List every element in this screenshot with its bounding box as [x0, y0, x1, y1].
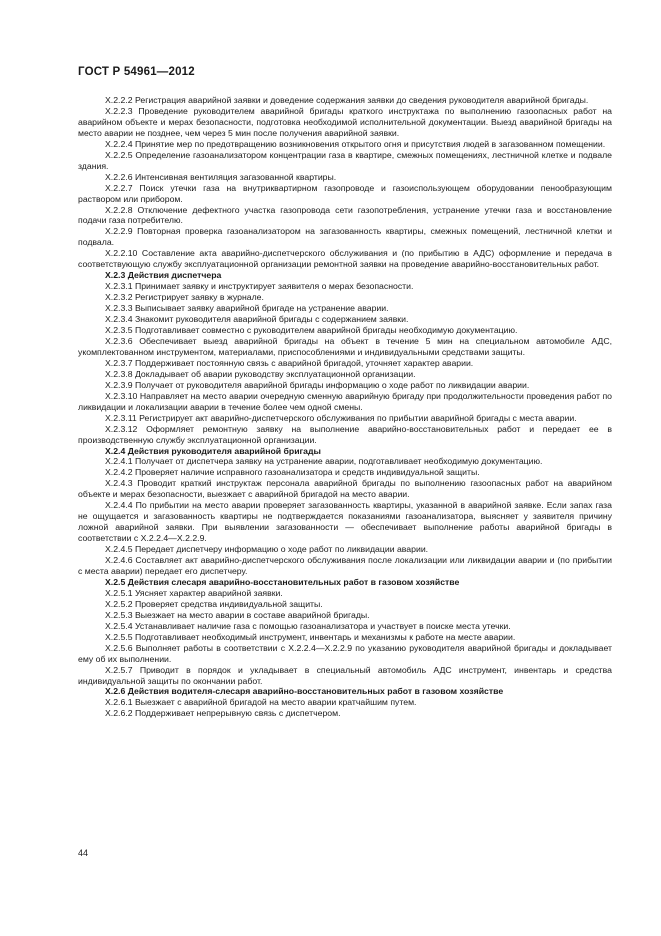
- clause-number: Х.2.2.8: [105, 204, 133, 215]
- clause-number: Х.2.3.6: [105, 335, 133, 346]
- clause-number: Х.2.2.10: [105, 248, 138, 259]
- clause-paragraph: [78, 226, 612, 248]
- clause-paragraph: [78, 358, 612, 369]
- clause-text: Оформляет ремонтную заявку на выполнение аварийно-восстановительных работ и передает ее в производственную службу эксплуатационной организации.: [78, 423, 612, 445]
- clause-text: Определение газоанализатором концентрации газа в квартире, смежных помещениях, лестничной клетке и подвале здания.: [78, 149, 612, 171]
- clause-number: Х.2.5.7: [105, 664, 133, 675]
- clause-text: Регистрация аварийной заявки и доведение содержания заявки до сведения руководителя аварийной бригады.: [134, 95, 589, 105]
- clause-text: Приводит в порядок и укладывает в специальный автомобиль АДС инструмент, инвентарь и средства индивидуальной защиты по окончании работ.: [78, 664, 613, 686]
- clause-text: Действия диспетчера: [127, 270, 222, 281]
- clause-paragraph: [78, 500, 612, 544]
- clause-number: Х.2.3.5: [105, 325, 133, 336]
- clause-text: Принимает заявку и инструктирует заявителя о мерах безопасности.: [134, 281, 414, 292]
- page-number: 44: [78, 848, 89, 858]
- clause-text: Регистрирует заявку в журнале.: [134, 292, 264, 303]
- clause-paragraph: [78, 599, 612, 610]
- clause-number: Х.2.3.1: [105, 281, 133, 292]
- clause-text: Регистрирует акт аварийно-диспетчерского обслуживания по прибытии аварийной бригады с места аварии.: [139, 412, 577, 423]
- clause-number: Х.2.3.10: [105, 390, 138, 401]
- clause-text: Подготавливает совместно с руководителем аварийной бригады необходимую документацию.: [134, 325, 518, 336]
- clause-paragraph: [78, 621, 612, 632]
- clause-number: Х.2.2.2: [105, 95, 133, 105]
- section-heading: [78, 686, 612, 697]
- clause-text: Повторная проверка газоанализатором на загазованность квартиры, смежных помещений, лестничной клетки и подвала.: [78, 226, 612, 248]
- clause-text: Выписывает заявку аварийной бригаде на устранение аварии.: [134, 303, 389, 314]
- clause-text: Интенсивная вентиляция загазованной квартиры.: [134, 171, 337, 182]
- clause-number: Х.2.4.6: [105, 555, 133, 566]
- clause-number: Х.2.6.2: [105, 708, 133, 719]
- clause-text: Проводит краткий инструктаж персонала аварийной бригады по выполнению газоопасных работ на аварийном объекте и мерах безопасности, выезжает с аварийной бригадой на место аварии.: [78, 478, 612, 500]
- clause-paragraph: [78, 380, 612, 391]
- clause-number: Х.2.3: [105, 270, 126, 281]
- clause-paragraph: [78, 643, 612, 665]
- clause-text: Проведение руководителем аварийной бригады краткого инструктажа по выполнению газоопасных работ на аварийном объекте и мерах безопасности, подготовка необходимой исполнительной документации. Выезд аварийной бригады на место аварии не позднее, чем через 5 мин после получения аварийной заявки.: [78, 105, 612, 138]
- clause-paragraph: [78, 248, 612, 270]
- clause-paragraph: [78, 632, 612, 643]
- clause-number: Х.2.4.3: [105, 478, 133, 489]
- clause-text: Поддерживает постоянную связь с аварийной бригадой, уточняет характер аварии.: [134, 357, 474, 368]
- clause-paragraph: [78, 172, 612, 183]
- clause-text: Докладывает об аварии руководству эксплуатационной организации.: [134, 368, 416, 379]
- clause-paragraph: [78, 588, 612, 599]
- clause-text: Действия руководителя аварийной бригады: [127, 445, 321, 456]
- clause-paragraph: [78, 106, 612, 139]
- clause-paragraph: [78, 314, 612, 325]
- clause-number: Х.2.5.6: [105, 642, 133, 653]
- clause-paragraph: [78, 555, 612, 577]
- document-body: [78, 95, 612, 719]
- clause-number: Х.2.2.4: [105, 138, 133, 149]
- clause-paragraph: [78, 292, 612, 303]
- clause-paragraph: [78, 697, 612, 708]
- clause-number: Х.2.5.1: [105, 587, 133, 598]
- document-title: ГОСТ Р 54961—2012: [78, 66, 195, 78]
- clause-text: Знакомит руководителя аварийной бригады с содержанием заявки.: [134, 314, 409, 325]
- section-heading: [78, 577, 612, 588]
- clause-text: Устанавливает наличие газа с помощью газоанализатора и участвует в поиске места утечки.: [134, 620, 511, 631]
- clause-paragraph: [78, 478, 612, 500]
- clause-paragraph: [78, 391, 612, 413]
- clause-number: Х.2.4.4: [105, 500, 133, 511]
- clause-paragraph: [78, 456, 612, 467]
- clause-number: Х.2.6.1: [105, 697, 133, 708]
- clause-number: Х.2.4.5: [105, 544, 133, 555]
- clause-paragraph: [78, 325, 612, 336]
- clause-paragraph: [78, 95, 612, 106]
- clause-text: По прибытии на место аварии проверяет загазованность квартиры, указанной в аварийной заявке. Если запах газа не ощущается и загазованность квартиры не подтверждается показаниями газоанализатора, выясняет у заявителя причину ложной аварийной заявки. При выявлении загазованности — обеспечивает выполнение работы аварийной бригады в соответствии с Х.2.2.4—Х.2.2.9.: [78, 500, 612, 544]
- clause-number: Х.2.4.2: [105, 467, 133, 478]
- clause-number: Х.2.5.2: [105, 598, 133, 609]
- clause-number: Х.2.3.8: [105, 368, 133, 379]
- clause-paragraph: [78, 467, 612, 478]
- clause-number: Х.2.4.1: [105, 456, 133, 467]
- clause-text: Проверяет наличие исправного газоанализатора и средств индивидуальной защиты.: [134, 467, 480, 478]
- clause-text: Отключение дефектного участка газопровода сети газопотребления, устранение утечки газа и восстановление подачи газа потребителю.: [78, 204, 612, 226]
- clause-number: Х.2.2.6: [105, 171, 133, 182]
- clause-text: Направляет на место аварии очередную сменную аварийную бригаду при продолжительности проведения работ по ликвидации и локализации аварии в течение более чем одной смены.: [78, 390, 612, 412]
- clause-number: Х.2.3.9: [105, 379, 133, 390]
- clause-paragraph: [78, 369, 612, 380]
- clause-number: Х.2.2.9: [105, 226, 133, 237]
- clause-text: Принятие мер по предотвращению возникновения открытого огня и присутствия людей в загазованном помещении.: [134, 138, 606, 149]
- clause-paragraph: [78, 150, 612, 172]
- clause-text: Передает диспетчеру информацию о ходе работ по ликвидации аварии.: [134, 544, 429, 555]
- clause-number: Х.2.3.4: [105, 314, 133, 325]
- clause-text: Составление акта аварийно-диспетчерского обслуживания и (по прибытию в АДС) оформление и передача в соответствующую службу эксплуатационной организации ремонтной заявки на проведение аварийно-восстановительных работ.: [78, 248, 612, 270]
- clause-number: Х.2.3.7: [105, 357, 133, 368]
- clause-text: Выезжает с аварийной бригадой на место аварии кратчайшим путем.: [134, 697, 417, 708]
- clause-text: Поддерживает непрерывную связь с диспетчером.: [134, 708, 341, 719]
- clause-paragraph: [78, 281, 612, 292]
- clause-paragraph: [78, 610, 612, 621]
- clause-text: Подготавливает необходимый инструмент, инвентарь и механизмы к работе на месте аварии.: [134, 631, 516, 642]
- clause-number: Х.2.4: [105, 445, 126, 456]
- clause-number: Х.2.5.3: [105, 609, 133, 620]
- clause-number: Х.2.3.11: [105, 412, 137, 423]
- clause-number: Х.2.6: [105, 686, 126, 697]
- clause-number: Х.2.5.4: [105, 620, 133, 631]
- clause-number: Х.2.5: [105, 576, 126, 587]
- clause-text: Уясняет характер аварийной заявки.: [134, 587, 283, 598]
- clause-text: Выезжает на место аварии в составе аварийной бригады.: [134, 609, 370, 620]
- clause-paragraph: [78, 708, 612, 719]
- clause-number: Х.2.2.7: [105, 182, 133, 193]
- clause-number: Х.2.3.2: [105, 292, 133, 303]
- clause-paragraph: [78, 183, 612, 205]
- section-heading: [78, 446, 612, 457]
- clause-number: Х.2.3.3: [105, 303, 133, 314]
- clause-number: Х.2.2.5: [105, 149, 133, 160]
- clause-paragraph: [78, 413, 612, 424]
- clause-paragraph: [78, 544, 612, 555]
- section-heading: [78, 270, 612, 281]
- clause-text: Выполняет работы в соответствии с Х.2.2.4—Х.2.2.9 по указанию руководителя аварийной бригады и докладывает ему об их выполнении.: [78, 642, 612, 664]
- clause-paragraph: [78, 205, 612, 227]
- clause-text: Составляет акт аварийно-диспетчерского обслуживания после локализации или ликвидации аварии и (по прибытии с места аварии) передает его диспетчеру.: [78, 555, 612, 576]
- clause-text: Получает от руководителя аварийной бригады информацию о ходе работ по ликвидации аварии.: [134, 379, 530, 390]
- clause-text: Действия слесаря аварийно-восстановительных работ в газовом хозяйстве: [127, 576, 460, 587]
- clause-paragraph: [78, 665, 612, 687]
- clause-text: Действия водителя-слесаря аварийно-восстановительных работ в газовом хозяйстве: [127, 686, 504, 697]
- clause-paragraph: [78, 139, 612, 150]
- clause-text: Получает от диспетчера заявку на устранение аварии, подготавливает необходимую документацию.: [134, 456, 543, 467]
- clause-number: Х.2.2.3: [105, 105, 133, 116]
- clause-text: Проверяет средства индивидуальной защиты.: [134, 598, 323, 609]
- clause-paragraph: [78, 336, 612, 358]
- clause-number: Х.2.5.5: [105, 631, 133, 642]
- clause-text: Обеспечивает выезд аварийной бригады на объект в течение 5 мин на специальном автомобиле АДС, укомплектованном инструментом, материалами, приспособлениями и индивидуальными средствами защиты.: [78, 335, 613, 357]
- clause-paragraph: [78, 424, 612, 446]
- clause-number: Х.2.3.12: [105, 423, 138, 434]
- clause-paragraph: [78, 303, 612, 314]
- clause-text: Поиск утечки газа на внутриквартирном газопроводе и газоиспользующем оборудовании пенообразующим раствором или прибором.: [78, 182, 612, 204]
